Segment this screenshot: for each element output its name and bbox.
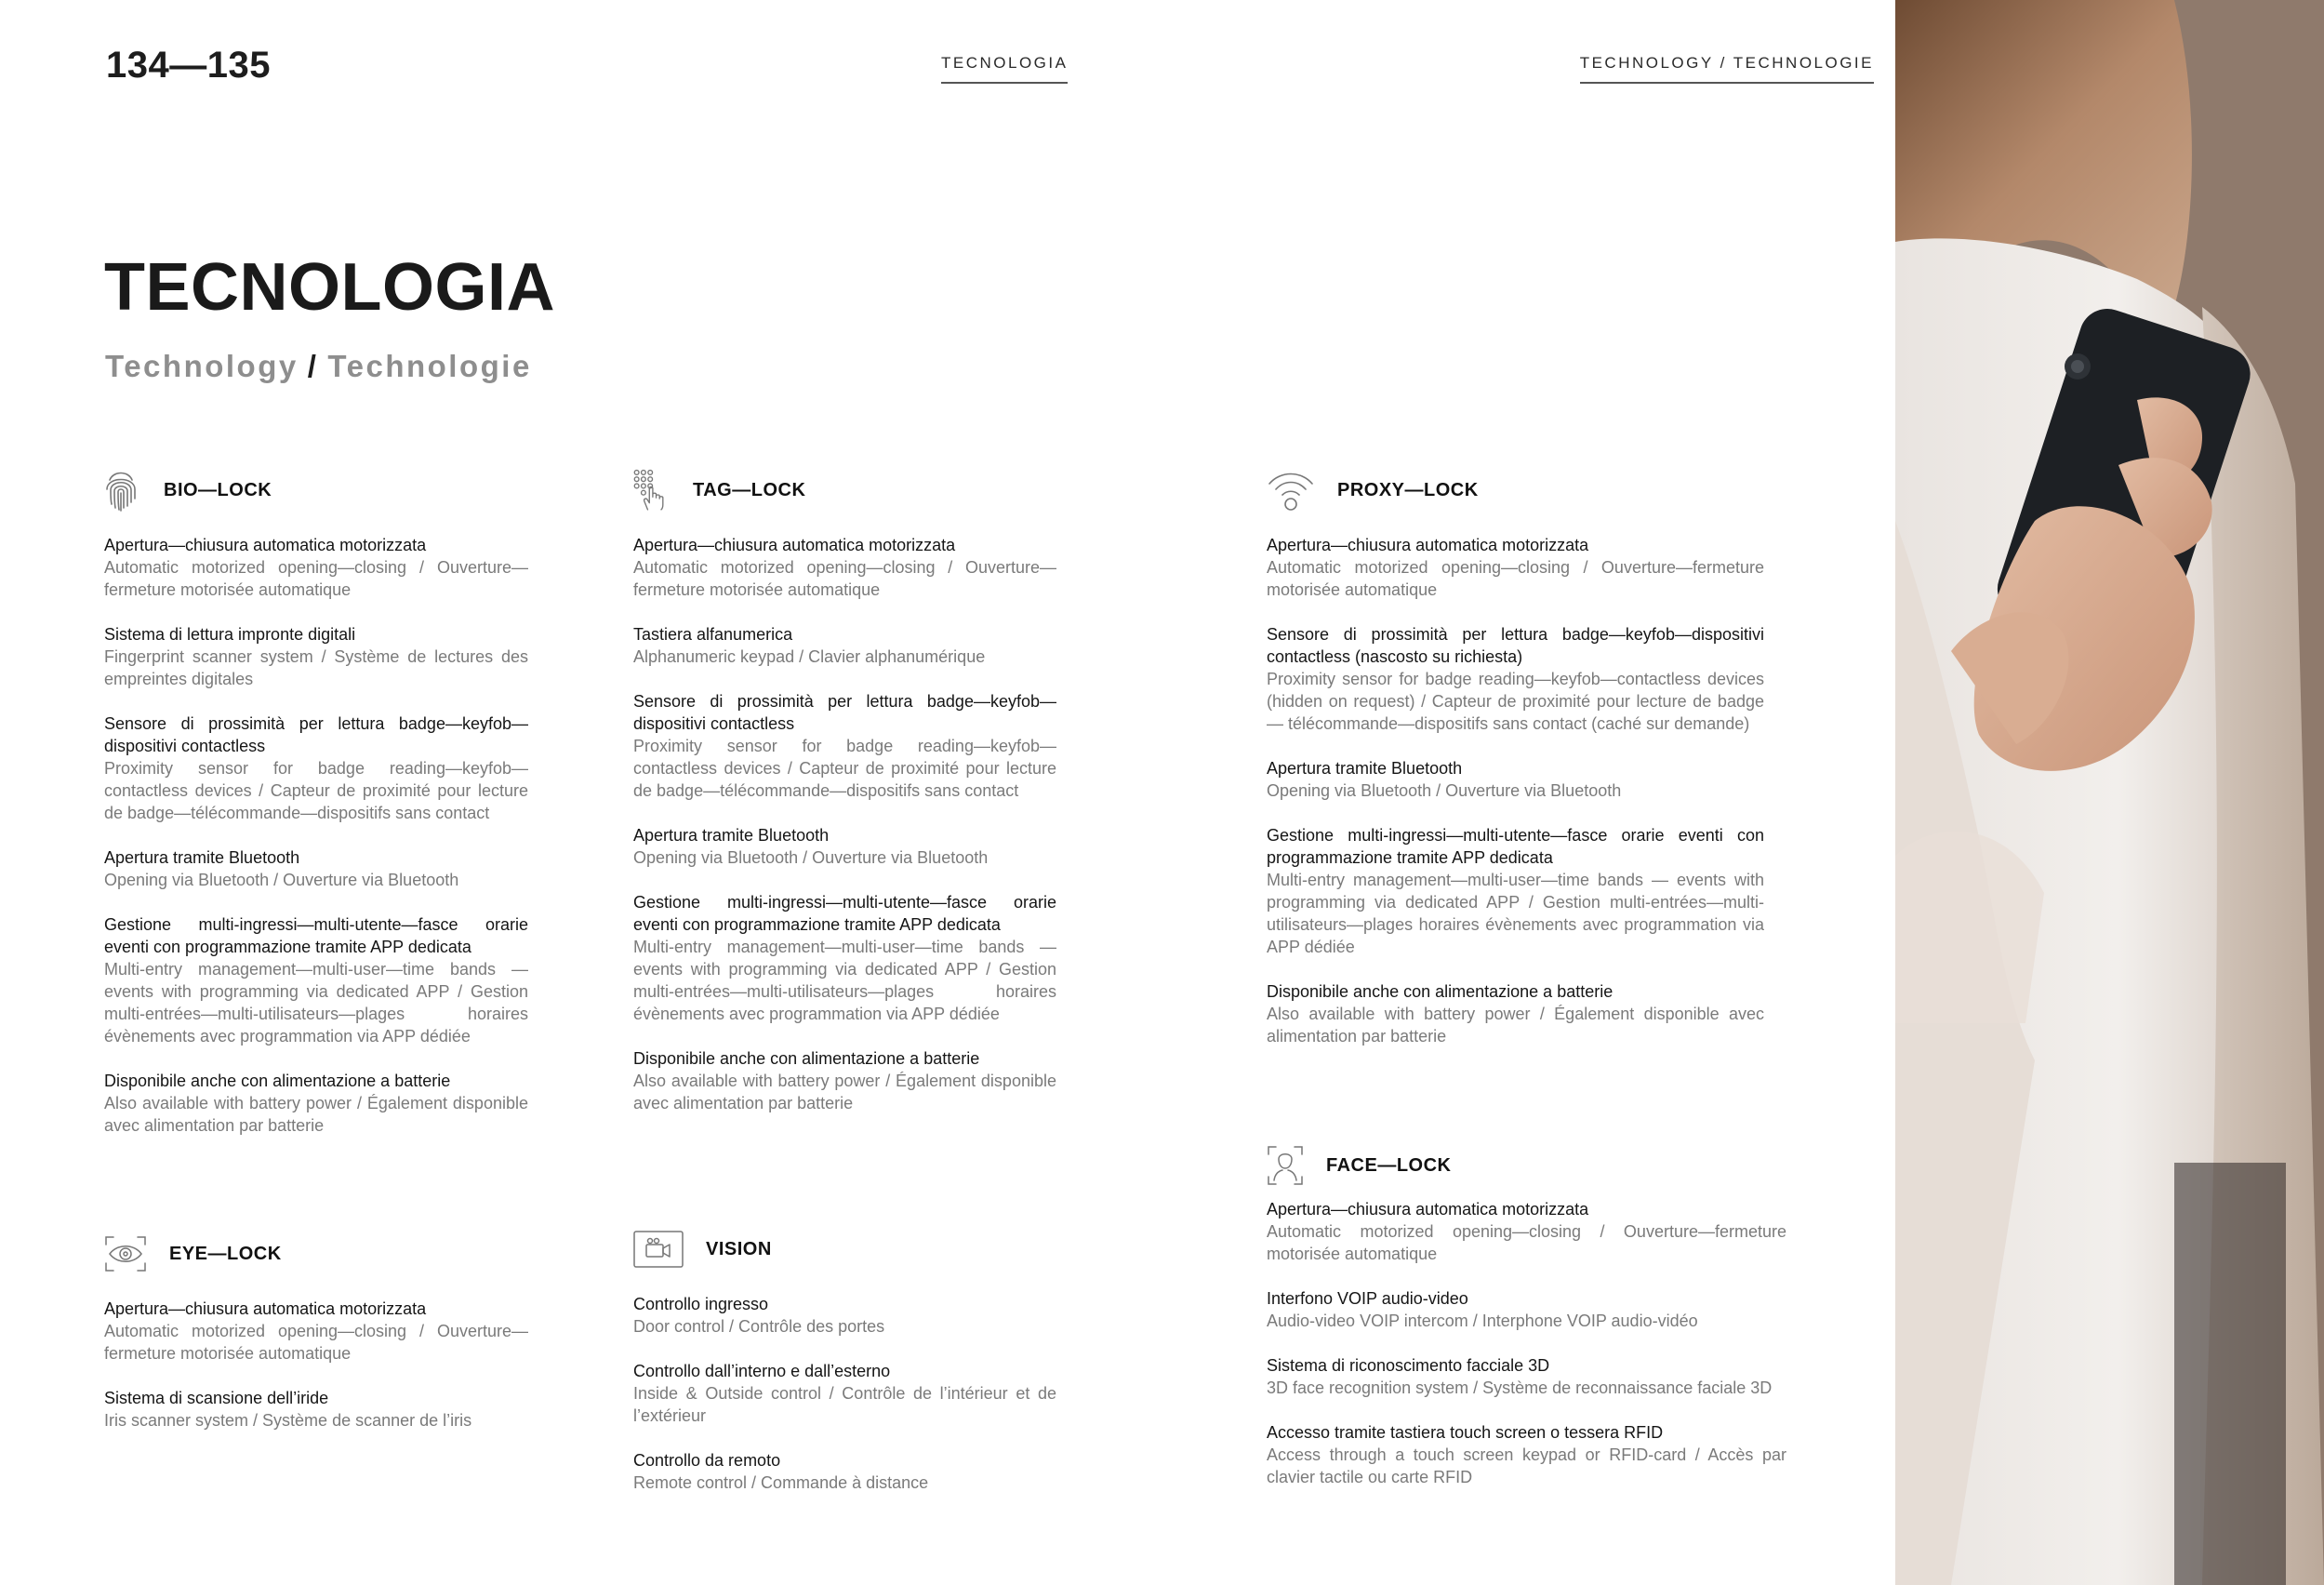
subtitle-french: Technologie — [327, 349, 532, 383]
feature-list — [1267, 534, 1764, 1047]
feature-title: Gestione multi-ingressi—multi-utente—fasce orarie eventi con programmazione tramite APP dedicata — [633, 893, 1056, 934]
feature-title: Disponibile anche con alimentazione a batterie — [104, 1072, 451, 1090]
feature-list — [104, 1298, 528, 1432]
feature-item — [633, 1360, 1056, 1427]
page-number: 134—135 — [106, 45, 271, 86]
section-header — [633, 1226, 1056, 1272]
feature-title: Apertura—chiusura automatica motorizzata — [104, 1299, 427, 1318]
section-title: EYE—LOCK — [169, 1243, 282, 1264]
section-proxy-lock — [1267, 467, 1764, 1070]
feature-title: Sistema di lettura impronte digitali — [104, 625, 356, 644]
feature-item — [1267, 980, 1764, 1047]
page-subtitle — [105, 349, 532, 384]
eye-scan-icon — [104, 1231, 147, 1277]
feature-item — [104, 1387, 528, 1432]
feature-title: Apertura—chiusura automatica motorizzata — [1267, 1200, 1589, 1219]
feature-title: Apertura tramite Bluetooth — [633, 826, 830, 845]
feature-description: Fingerprint scanner system / Système de lectures des empreintes digitales — [104, 647, 528, 688]
feature-description: Proximity sensor for badge reading—keyfob—contactless devices (hidden on request) / Capteur de proximité pour lecture de badge— télécommande—dispositifs sans contact (caché sur demande) — [1267, 670, 1764, 733]
feature-description: Remote control / Commande à distance — [633, 1473, 929, 1492]
section-title: PROXY—LOCK — [1337, 479, 1479, 500]
header-section-label: TECNOLOGIA — [941, 54, 1068, 84]
feature-title: Apertura—chiusura automatica motorizzata — [1267, 536, 1589, 554]
feature-description: Automatic motorized opening—closing / Ouverture—fermeture motorisée automatique — [1267, 558, 1764, 599]
feature-title: Controllo da remoto — [633, 1451, 781, 1470]
feature-item — [1267, 1287, 1786, 1332]
feature-description: Proximity sensor for badge reading—keyfob—contactless devices / Capteur de proximité pour lecture de badge—télécommande—dispositifs sans contact — [104, 759, 528, 822]
page-title: TECNOLOGIA — [104, 250, 555, 325]
feature-title: Sistema di scansione dell’iride — [104, 1389, 329, 1407]
section-title: VISION — [706, 1238, 772, 1259]
feature-item — [1267, 1421, 1786, 1488]
feature-item — [633, 690, 1056, 802]
face-scan-icon — [1267, 1142, 1304, 1189]
feature-item — [1267, 534, 1764, 601]
section-bio-lock — [104, 467, 528, 1159]
feature-item — [1267, 757, 1764, 802]
fingerprint-icon — [104, 467, 141, 513]
feature-description: Multi-entry management—multi-user—time bands — events with programming via dedicated APP / Gestion multi-entrées—multi-utilisateurs—plages horaires évènements avec programmation via APP dédiée — [104, 960, 528, 1046]
feature-title: Apertura tramite Bluetooth — [104, 848, 300, 867]
feature-title: Sensore di prossimità per lettura badge—keyfob—dispositivi contactless (nascosto su richiesta) — [1267, 625, 1764, 666]
feature-description: Audio-video VOIP intercom / Interphone VOIP audio-vidéo — [1267, 1312, 1698, 1330]
feature-description: Proximity sensor for badge reading—keyfob—contactless devices / Capteur de proximité pour lecture de badge—télécommande—dispositifs sans contact — [633, 737, 1056, 800]
feature-title: Accesso tramite tastiera touch screen o tessera RFID — [1267, 1423, 1664, 1442]
feature-title: Apertura—chiusura automatica motorizzata — [633, 536, 956, 554]
feature-title: Apertura—chiusura automatica motorizzata — [104, 536, 427, 554]
feature-title: Apertura tramite Bluetooth — [1267, 759, 1463, 778]
feature-item — [104, 534, 528, 601]
section-tag-lock — [633, 467, 1056, 1137]
section-title: TAG—LOCK — [693, 479, 806, 500]
feature-item — [1267, 1198, 1786, 1265]
feature-description: Also available with battery power / Également disponible avec alimentation par batterie — [104, 1094, 528, 1135]
feature-item — [104, 1298, 528, 1365]
feature-description: Also available with battery power / Également disponible avec alimentation par batterie — [633, 1072, 1056, 1112]
feature-description: Opening via Bluetooth / Ouverture via Bluetooth — [633, 848, 989, 867]
section-title: FACE—LOCK — [1326, 1154, 1452, 1176]
feature-description: Multi-entry management—multi-user—time bands — events with programming via dedicated APP / Gestion multi-entrées—multi-utilisateurs—plages horaires évènements avec programmation via APP dédiée — [1267, 871, 1764, 956]
feature-item — [1267, 1354, 1786, 1399]
feature-item — [633, 1047, 1056, 1114]
section-header — [633, 467, 1056, 513]
feature-item — [104, 913, 528, 1047]
camera-icon — [633, 1226, 684, 1272]
feature-title: Disponibile anche con alimentazione a batterie — [633, 1049, 980, 1068]
feature-list — [1267, 1198, 1786, 1488]
section-header — [1267, 467, 1764, 513]
feature-item — [104, 1070, 528, 1137]
feature-description: Inside & Outside control / Contrôle de l’intérieur et de l’extérieur — [633, 1384, 1056, 1425]
feature-description: Opening via Bluetooth / Ouverture via Bluetooth — [104, 871, 459, 889]
subtitle-separator: / — [307, 349, 319, 383]
feature-description: Automatic motorized opening—closing / Ouverture—fermeture motorisée automatique — [104, 1322, 528, 1363]
feature-item — [633, 891, 1056, 1025]
feature-item — [633, 534, 1056, 601]
section-eye-lock — [104, 1231, 528, 1454]
feature-title: Tastiera alfanumerica — [633, 625, 793, 644]
feature-title: Sensore di prossimità per lettura badge—keyfob—dispositivi contactless — [633, 692, 1056, 733]
feature-item — [633, 1449, 1056, 1494]
section-header — [104, 1231, 528, 1277]
header-translation-label: TECHNOLOGY / TECHNOLOGIE — [1580, 54, 1874, 84]
feature-description: Automatic motorized opening—closing / Ouverture—fermeture motorisée automatique — [1267, 1222, 1786, 1263]
feature-description: Opening via Bluetooth / Ouverture via Bluetooth — [1267, 781, 1622, 800]
feature-description: Access through a touch screen keypad or RFID-card / Accès par clavier tactile ou carte RFID — [1267, 1445, 1786, 1486]
feature-title: Interfono VOIP audio-video — [1267, 1289, 1468, 1308]
feature-item — [104, 713, 528, 824]
feature-list — [633, 1293, 1056, 1494]
feature-description: Also available with battery power / Également disponible avec alimentation par batterie — [1267, 1005, 1764, 1046]
feature-item — [1267, 623, 1764, 735]
feature-title: Sensore di prossimità per lettura badge—keyfob—dispositivi contactless — [104, 714, 528, 755]
feature-item — [633, 623, 1056, 668]
feature-description: Multi-entry management—multi-user—time bands — events with programming via dedicated APP / Gestion multi-entrées—multi-utilisateurs—plages horaires évènements avec programmation via APP dédiée — [633, 938, 1056, 1023]
section-title: BIO—LOCK — [164, 479, 272, 500]
proximity-wireless-icon — [1267, 467, 1315, 513]
feature-description: Automatic motorized opening—closing / Ouverture—fermeture motorisée automatique — [633, 558, 1056, 599]
feature-item — [633, 824, 1056, 869]
feature-description: 3D face recognition system / Système de reconnaissance faciale 3D — [1267, 1379, 1773, 1397]
section-header — [1267, 1142, 1786, 1189]
section-vision — [633, 1226, 1056, 1516]
feature-description: Automatic motorized opening—closing / Ouverture—fermeture motorisée automatique — [104, 558, 528, 599]
feature-title: Disponibile anche con alimentazione a batterie — [1267, 982, 1614, 1001]
feature-description: Alphanumeric keypad / Clavier alphanumérique — [633, 647, 986, 666]
feature-title: Sistema di riconoscimento facciale 3D — [1267, 1356, 1550, 1375]
feature-title: Gestione multi-ingressi—multi-utente—fasce orarie eventi con programmazione tramite APP dedicata — [1267, 826, 1764, 867]
feature-title: Controllo dall’interno e dall’esterno — [633, 1362, 891, 1380]
feature-title: Controllo ingresso — [633, 1295, 769, 1313]
feature-item — [104, 846, 528, 891]
feature-item — [104, 623, 528, 690]
section-face-lock — [1267, 1142, 1786, 1511]
lifestyle-photo — [1895, 0, 2324, 1585]
feature-description: Iris scanner system / Système de scanner de l’iris — [104, 1411, 472, 1430]
feature-description: Door control / Contrôle des portes — [633, 1317, 885, 1336]
feature-list — [633, 534, 1056, 1114]
section-header — [104, 467, 528, 513]
feature-item — [1267, 824, 1764, 958]
feature-title: Gestione multi-ingressi—multi-utente—fasce orarie eventi con programmazione tramite APP dedicata — [104, 915, 528, 956]
keypad-touch-icon — [633, 467, 671, 513]
feature-item — [633, 1293, 1056, 1338]
feature-list — [104, 534, 528, 1137]
subtitle-english: Technology — [105, 349, 299, 383]
